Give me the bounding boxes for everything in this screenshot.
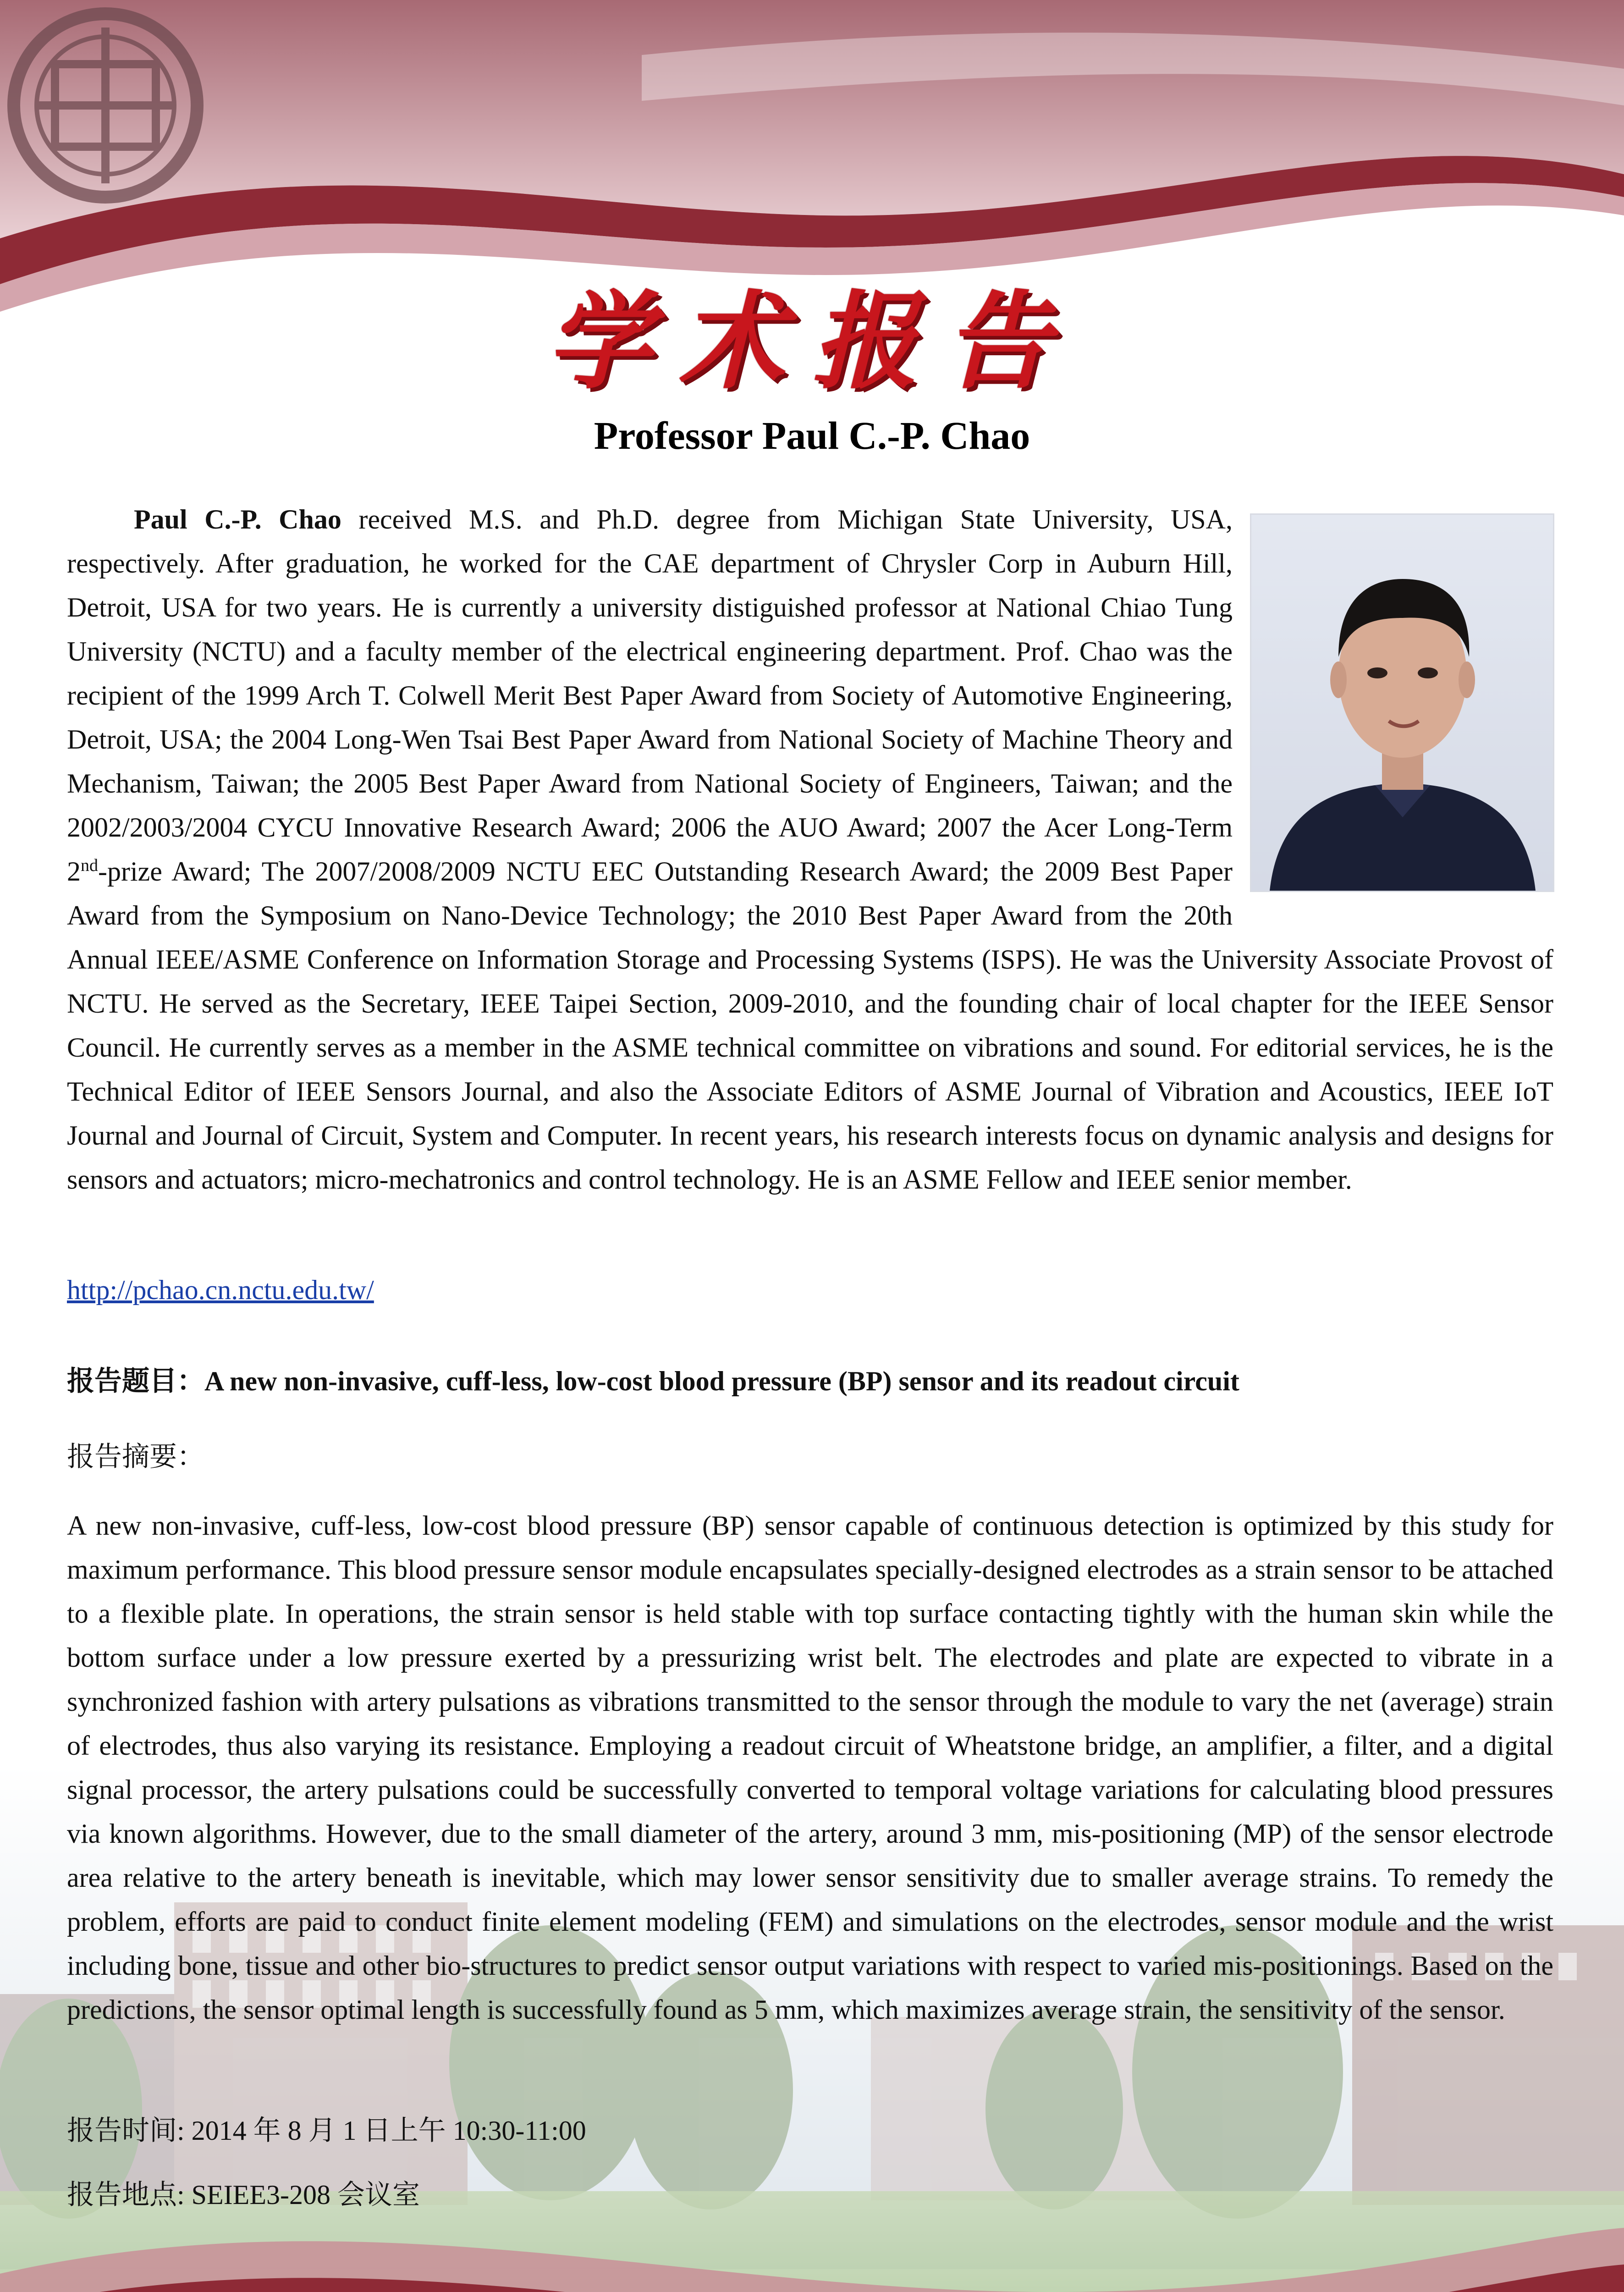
topic-title: A new non-invasive, cuff-less, low-cost blood pressure (BP) sensor and its readout circuit xyxy=(204,1366,1239,1396)
photo-spacer xyxy=(1233,511,1553,905)
bio-superscript: nd xyxy=(81,856,98,875)
banner-title: 学术报告 xyxy=(546,280,1078,403)
speaker-bio xyxy=(67,497,1553,1201)
report-topic xyxy=(67,1359,1557,1399)
report-time: 报告时间: 2014 年 8 月 1 日上午 10:30-11:00 xyxy=(67,2116,586,2146)
topic-label: 报告题目： xyxy=(67,1366,204,1396)
homepage-link[interactable]: http://pchao.cn.nctu.edu.tw/ xyxy=(67,1275,374,1305)
abstract-label: 报告摘要： xyxy=(67,1442,204,1472)
bio-text-part1: received M.S. and Ph.D. degree from Michigan State University, USA, respectively. After graduation, he worked for the CAE department of Chrysler Corp in Auburn Hill, Detroit, USA for two years. He is currently a university distiguished professor at National Chiao Tung University (NCTU) and a faculty member of the electrical engineering department. Prof. Chao was the recipient of the 1999 Arch T. Colwell Merit Best Paper Award from Society of Automotive Engineering, Detroit, USA; the 2004 Long-Wen Tsai Best Paper Award from National Society of Machine Theory and Mechanism, Taiwan; the 2005 Best Paper Award from National Society of Engineers, Taiwan; and the 2002/2003/2004 CYCU Innovative Research Award; 2006 the AUO Award; 2007 the Acer Long-Term 2 xyxy=(67,504,1233,887)
report-place: 报告地点: SEIEE3-208 会议室 xyxy=(67,2180,420,2210)
speaker-heading: Professor Paul C.-P. Chao xyxy=(594,413,1030,457)
university-logo xyxy=(14,14,197,197)
speaker-name: Paul C.-P. Chao xyxy=(134,504,341,534)
abstract-text: A new non-invasive, cuff-less, low-cost blood pressure (BP) sensor capable of continuous detection is optimized by this study for maximum performance. This blood pressure sensor module encapsulates specially-designed electrodes as a strain sensor to be attached to a flexible plate. In operations, the strain sensor is held stable with top surface contacting tightly with the human skin while the bottom surface under a low pressure exerted by a pressurizing wrist belt. The electrodes and plate are expected to vibrate in a synchronized fashion with artery pulsations as vibrations transmitted to the sensor through the module to vary the net (average) strain of electrodes, thus also varying its resistance. Employing a readout circuit of Wheatstone bridge, an amplifier, a filter, and a digital signal processor, the artery pulsations could be successfully converted to temporal voltage variations for calculating blood pressures via known algorithms. However, due to the small diameter of the artery, around 3 mm, mis-positioning (MP) of the sensor electrode area relative to the artery beneath is inevitable, which may lower sensor sensitivity due to smaller average strains. To remedy the problem, efforts are paid to conduct finite element modeling (FEM) and simulations on the electrodes, sensor module and the wrist including bone, tissue and other bio-structures to predict sensor output variations with respect to varied mis-positionings. Based on the predictions, the sensor optimal length is successfully found as 5 mm, which maximizes average strain, the sensitivity of the sensor. xyxy=(67,1510,1553,2025)
bio-text-part2: -prize Award; The 2007/2008/2009 NCTU EEC Outstanding Research Award; the 2009 Best Paper Award from the Symposium on Nano-Device Technology; the 2010 Best Paper Award from the 20th Annual IEEE/ASME Conference on Information Storage and Processing Systems (ISPS). He was the University Associate Provost of NCTU. He served as the Secretary, IEEE Taipei Section, 2009-2010, and the founding chair of local chapter for the IEEE Sensor Council. He currently serves as a member in the ASME technical committee on vibrations and sound. For editorial services, he is the Technical Editor of IEEE Sensors Journal, and also the Associate Editors of ASME Journal of Vibration and Acoustics, IEEE IoT Journal and Journal of Circuit, System and Computer. In recent years, his research interests focus on dynamic analysis and designs for sensors and actuators; micro-mechatronics and control technology. He is an ASME Fellow and IEEE senior member. xyxy=(67,856,1553,1195)
